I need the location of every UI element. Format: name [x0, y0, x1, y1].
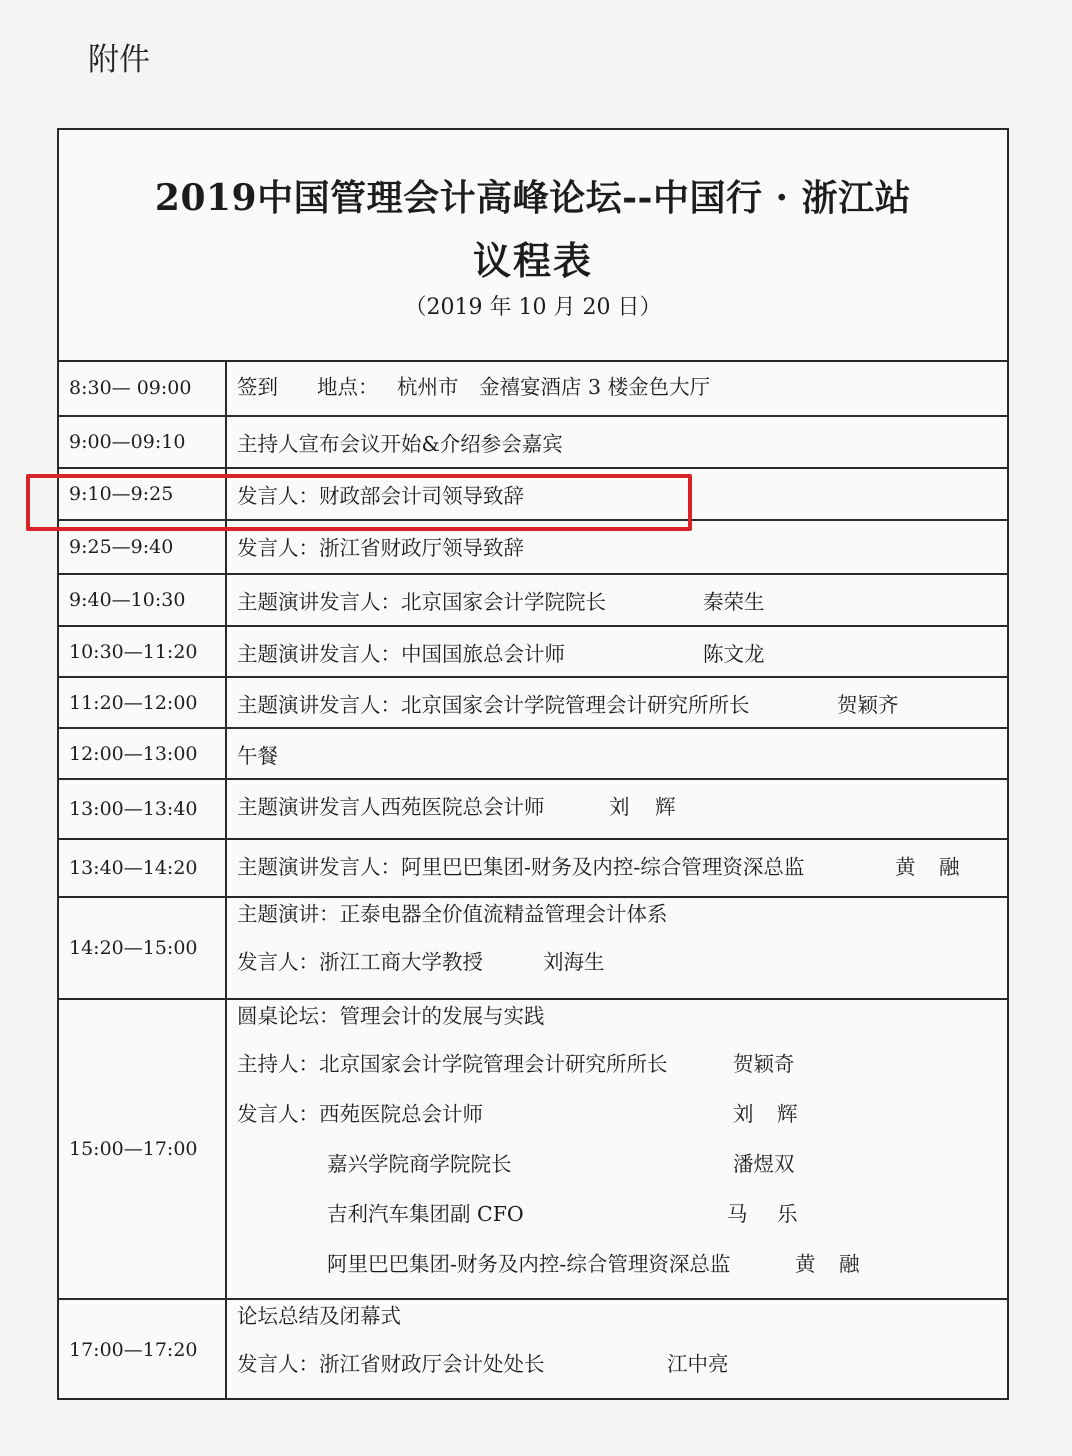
agenda-line [237, 793, 1007, 821]
agenda-line [237, 1250, 1007, 1278]
agenda-time: 12:00—13:00 [59, 729, 227, 778]
agenda-line [237, 640, 1007, 668]
agenda-content [227, 1300, 1007, 1400]
agenda-text: 主题演讲发言人西苑医院总会计师 [237, 795, 545, 819]
agenda-line [237, 588, 1007, 616]
agenda-time: 14:20—15:00 [59, 898, 227, 998]
agenda-line [237, 534, 1007, 562]
agenda-time: 11:20—12:00 [59, 678, 227, 727]
agenda-text: 主持人：北京国家会计学院管理会计研究所所长 [237, 1052, 668, 1076]
agenda-line [237, 430, 1007, 458]
agenda-content [227, 1000, 1007, 1298]
agenda-row [59, 678, 1007, 729]
agenda-sheet [57, 128, 1009, 1400]
agenda-line [237, 1002, 1007, 1030]
agenda-time: 17:00—17:20 [59, 1300, 227, 1400]
agenda-text: 主持人宣布会议开始&介绍参会嘉宾 [237, 432, 563, 456]
agenda-row [59, 627, 1007, 678]
agenda-row [59, 898, 1007, 1000]
agenda-text: 杭州市 [397, 375, 459, 399]
agenda-subtitle: 议程表 [472, 238, 593, 283]
agenda-text: 阿里巴巴集团-财务及内控-综合管理资深总监 [327, 1252, 731, 1276]
agenda-text: 融 [839, 1252, 860, 1276]
agenda-text: 嘉兴学院商学院院长 [327, 1152, 512, 1176]
agenda-line [237, 1100, 1007, 1128]
agenda-text: 发言人：浙江工商大学教授 [237, 950, 483, 974]
agenda-text: 发言人：浙江省财政厅会计处处长 [237, 1352, 545, 1376]
agenda-text: 刘 [733, 1102, 754, 1126]
agenda-line [237, 373, 1007, 401]
agenda-content [227, 678, 1007, 727]
agenda-line [237, 742, 1007, 770]
agenda-row [59, 780, 1007, 840]
agenda-header [59, 130, 1007, 362]
agenda-text: 主题演讲发言人：中国国旅总会计师 [237, 642, 565, 666]
agenda-text: 发言人：西苑医院总会计师 [237, 1102, 483, 1126]
attachment-label: 附件 [88, 42, 150, 78]
agenda-text: 金禧宴酒店 3 楼金色大厅 [479, 375, 711, 399]
agenda-text: 午餐 [237, 744, 278, 768]
agenda-text: 发言人：浙江省财政厅领导致辞 [237, 536, 524, 560]
highlight-box [26, 474, 692, 531]
agenda-text: 刘 [609, 795, 630, 819]
agenda-text: 主题演讲发言人：北京国家会计学院管理会计研究所所长 [237, 693, 750, 717]
agenda-content [227, 627, 1007, 676]
agenda-row [59, 840, 1007, 898]
agenda-row [59, 1300, 1007, 1400]
agenda-row [59, 417, 1007, 469]
agenda-line [237, 691, 1007, 719]
agenda-text: 主题演讲发言人：北京国家会计学院院长 [237, 590, 606, 614]
agenda-time: 9:00—09:10 [59, 417, 227, 467]
forum-title: 2019中国管理会计高峰论坛--中国行 · 浙江站 [154, 177, 912, 219]
agenda-time: 10:30—11:20 [59, 627, 227, 676]
agenda-content [227, 417, 1007, 467]
agenda-time: 9:10—9:25 [59, 469, 227, 519]
agenda-text: 主题演讲：正泰电器全价值流精益管理会计体系 [237, 902, 668, 926]
agenda-text: 辉 [655, 795, 676, 819]
agenda-time: 13:00—13:40 [59, 780, 227, 838]
agenda-text: 吉利汽车集团副 CFO [327, 1202, 524, 1226]
agenda-text: 融 [939, 855, 960, 879]
agenda-line [237, 853, 1007, 881]
agenda-line [237, 1200, 1007, 1228]
agenda-time: 9:25—9:40 [59, 521, 227, 573]
agenda-text: 发言人：财政部会计司领导致辞 [237, 484, 524, 508]
agenda-row [59, 360, 1007, 417]
agenda-text: 马 [727, 1202, 748, 1226]
agenda-text: 黄 [795, 1252, 816, 1276]
agenda-time: 15:00—17:00 [59, 1000, 227, 1298]
agenda-row [59, 1000, 1007, 1300]
agenda-text: 主题演讲发言人：阿里巴巴集团-财务及内控-综合管理资深总监 [237, 855, 805, 879]
agenda-text: 黄 [895, 855, 916, 879]
agenda-content [227, 780, 1007, 838]
agenda-content [227, 840, 1007, 896]
agenda-line [237, 1150, 1007, 1178]
agenda-line [237, 948, 1007, 976]
agenda-text: 乐 [777, 1202, 798, 1226]
agenda-text: 秦荣生 [703, 590, 765, 614]
agenda-text: 签到 [237, 375, 278, 399]
agenda-line [237, 1050, 1007, 1078]
agenda-content [227, 898, 1007, 998]
agenda-time: 9:40—10:30 [59, 575, 227, 625]
agenda-text: 论坛总结及闭幕式 [237, 1304, 401, 1328]
agenda-text: 陈文龙 [703, 642, 765, 666]
agenda-line [237, 1302, 1007, 1330]
agenda-date: （2019 年 10 月 20 日） [404, 295, 662, 320]
agenda-row [59, 729, 1007, 780]
agenda-text: 江中亮 [667, 1352, 729, 1376]
agenda-time: 8:30— 09:00 [59, 360, 227, 415]
agenda-content [227, 729, 1007, 778]
agenda-text: 潘煜双 [733, 1152, 795, 1176]
agenda-row [59, 575, 1007, 627]
agenda-content [227, 360, 1007, 415]
agenda-text: 辉 [777, 1102, 798, 1126]
agenda-text: 贺颖齐 [837, 693, 899, 717]
agenda-line [237, 900, 1007, 928]
agenda-content [227, 575, 1007, 625]
agenda-text: 刘海生 [543, 950, 605, 974]
agenda-text: 圆桌论坛：管理会计的发展与实践 [237, 1004, 545, 1028]
agenda-text: 地点： [317, 375, 379, 399]
agenda-line [237, 1350, 1007, 1378]
agenda-text: 贺颖奇 [733, 1052, 795, 1076]
agenda-time: 13:40—14:20 [59, 840, 227, 896]
